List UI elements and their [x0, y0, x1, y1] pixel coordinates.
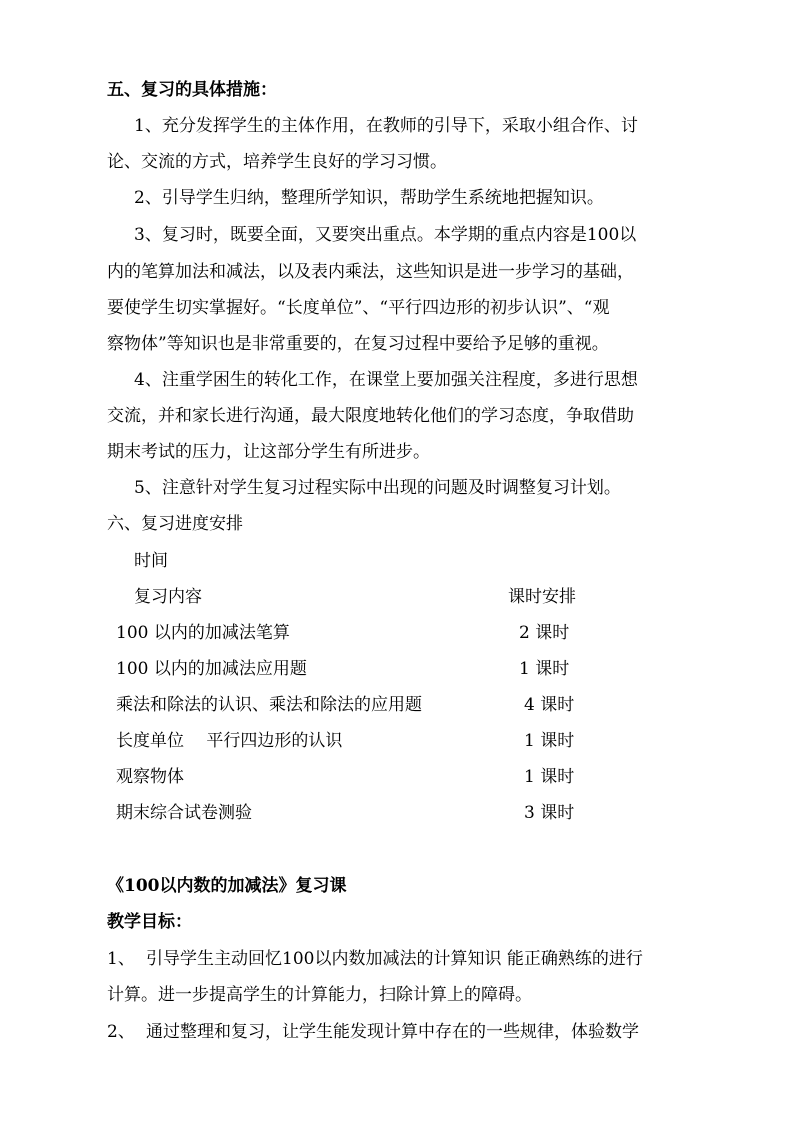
table-time-label: 时间 — [134, 551, 168, 571]
section5-item3-line3: 要使学生切实掌握好。“长度单位”、“平行四边形的初步认识”、“观 — [107, 298, 610, 318]
goal-number: 1、 — [107, 949, 135, 969]
table-row-content: 乘法和除法的认识、乘法和除法的应用题 — [116, 695, 422, 715]
table-row-hours: 1 课时 — [524, 731, 575, 751]
table-row-hours: 4 课时 — [524, 695, 575, 715]
goal-line: 通过整理和复习，让学生能发现计算中存在的一些规律，体验数学 — [146, 1022, 639, 1042]
table-row-content: 观察物体 — [116, 767, 184, 787]
table-row-content: 100 以内的加减法应用题 — [116, 659, 307, 679]
section5-item3-line2: 内的笔算加法和减法，以及表内乘法，这些知识是进一步学习的基础， — [107, 262, 634, 282]
section5-item2-line1: 2、引导学生归纳，整理所学知识，帮助学生系统地把握知识。 — [134, 188, 604, 208]
goal-number: 2、 — [107, 1022, 135, 1042]
goal-line: 引导学生主动回忆100以内数加减法的计算知识 能正确熟练的进行 — [146, 949, 643, 969]
section6-heading: 六、复习进度安排 — [107, 514, 243, 534]
table-row-content: 长度单位 平行四边形的认识 — [116, 731, 343, 751]
table-row-hours: 2 课时 — [519, 623, 570, 643]
table-row-hours: 1 课时 — [524, 767, 575, 787]
section5-item4-line2: 交流，并和家长进行沟通，最大限度地转化他们的学习态度，争取借助 — [107, 406, 634, 426]
table-header-hours: 课时安排 — [508, 587, 576, 607]
table-header-content: 复习内容 — [134, 587, 202, 607]
section5-item5-line1: 5、注意针对学生复习过程实际中出现的问题及时调整复习计划。 — [134, 478, 621, 498]
goal-line: 计算。进一步提高学生的计算能力，扫除计算上的障碍。 — [107, 985, 532, 1005]
table-row-hours: 3 课时 — [524, 803, 575, 823]
lesson-title: 《100以内数的加减法》复习课 — [107, 876, 347, 896]
table-row-hours: 1 课时 — [519, 659, 570, 679]
section5-item1-line2: 论、交流的方式，培养学生良好的学习习惯。 — [107, 152, 447, 172]
section5-item4-line1: 4、注重学困生的转化工作，在课堂上要加强关注程度，多进行思想 — [134, 370, 638, 390]
table-row-content: 期末综合试卷测验 — [116, 803, 252, 823]
section5-heading: 五、复习的具体措施： — [107, 80, 277, 100]
section5-item3-line4: 察物体”等知识也是非常重要的，在复习过程中要给予足够的重视。 — [107, 334, 609, 354]
section5-item1-line1: 1、充分发挥学生的主体作用，在教师的引导下，采取小组合作、讨 — [134, 116, 638, 136]
section5-item3-line1: 3、复习时，既要全面，又要突出重点。本学期的重点内容是100以 — [134, 225, 637, 245]
table-row-content: 100 以内的加减法笔算 — [116, 623, 290, 643]
section5-item4-line3: 期末考试的压力，让这部分学生有所进步。 — [107, 442, 430, 462]
goals-heading: 教学目标： — [107, 912, 192, 932]
